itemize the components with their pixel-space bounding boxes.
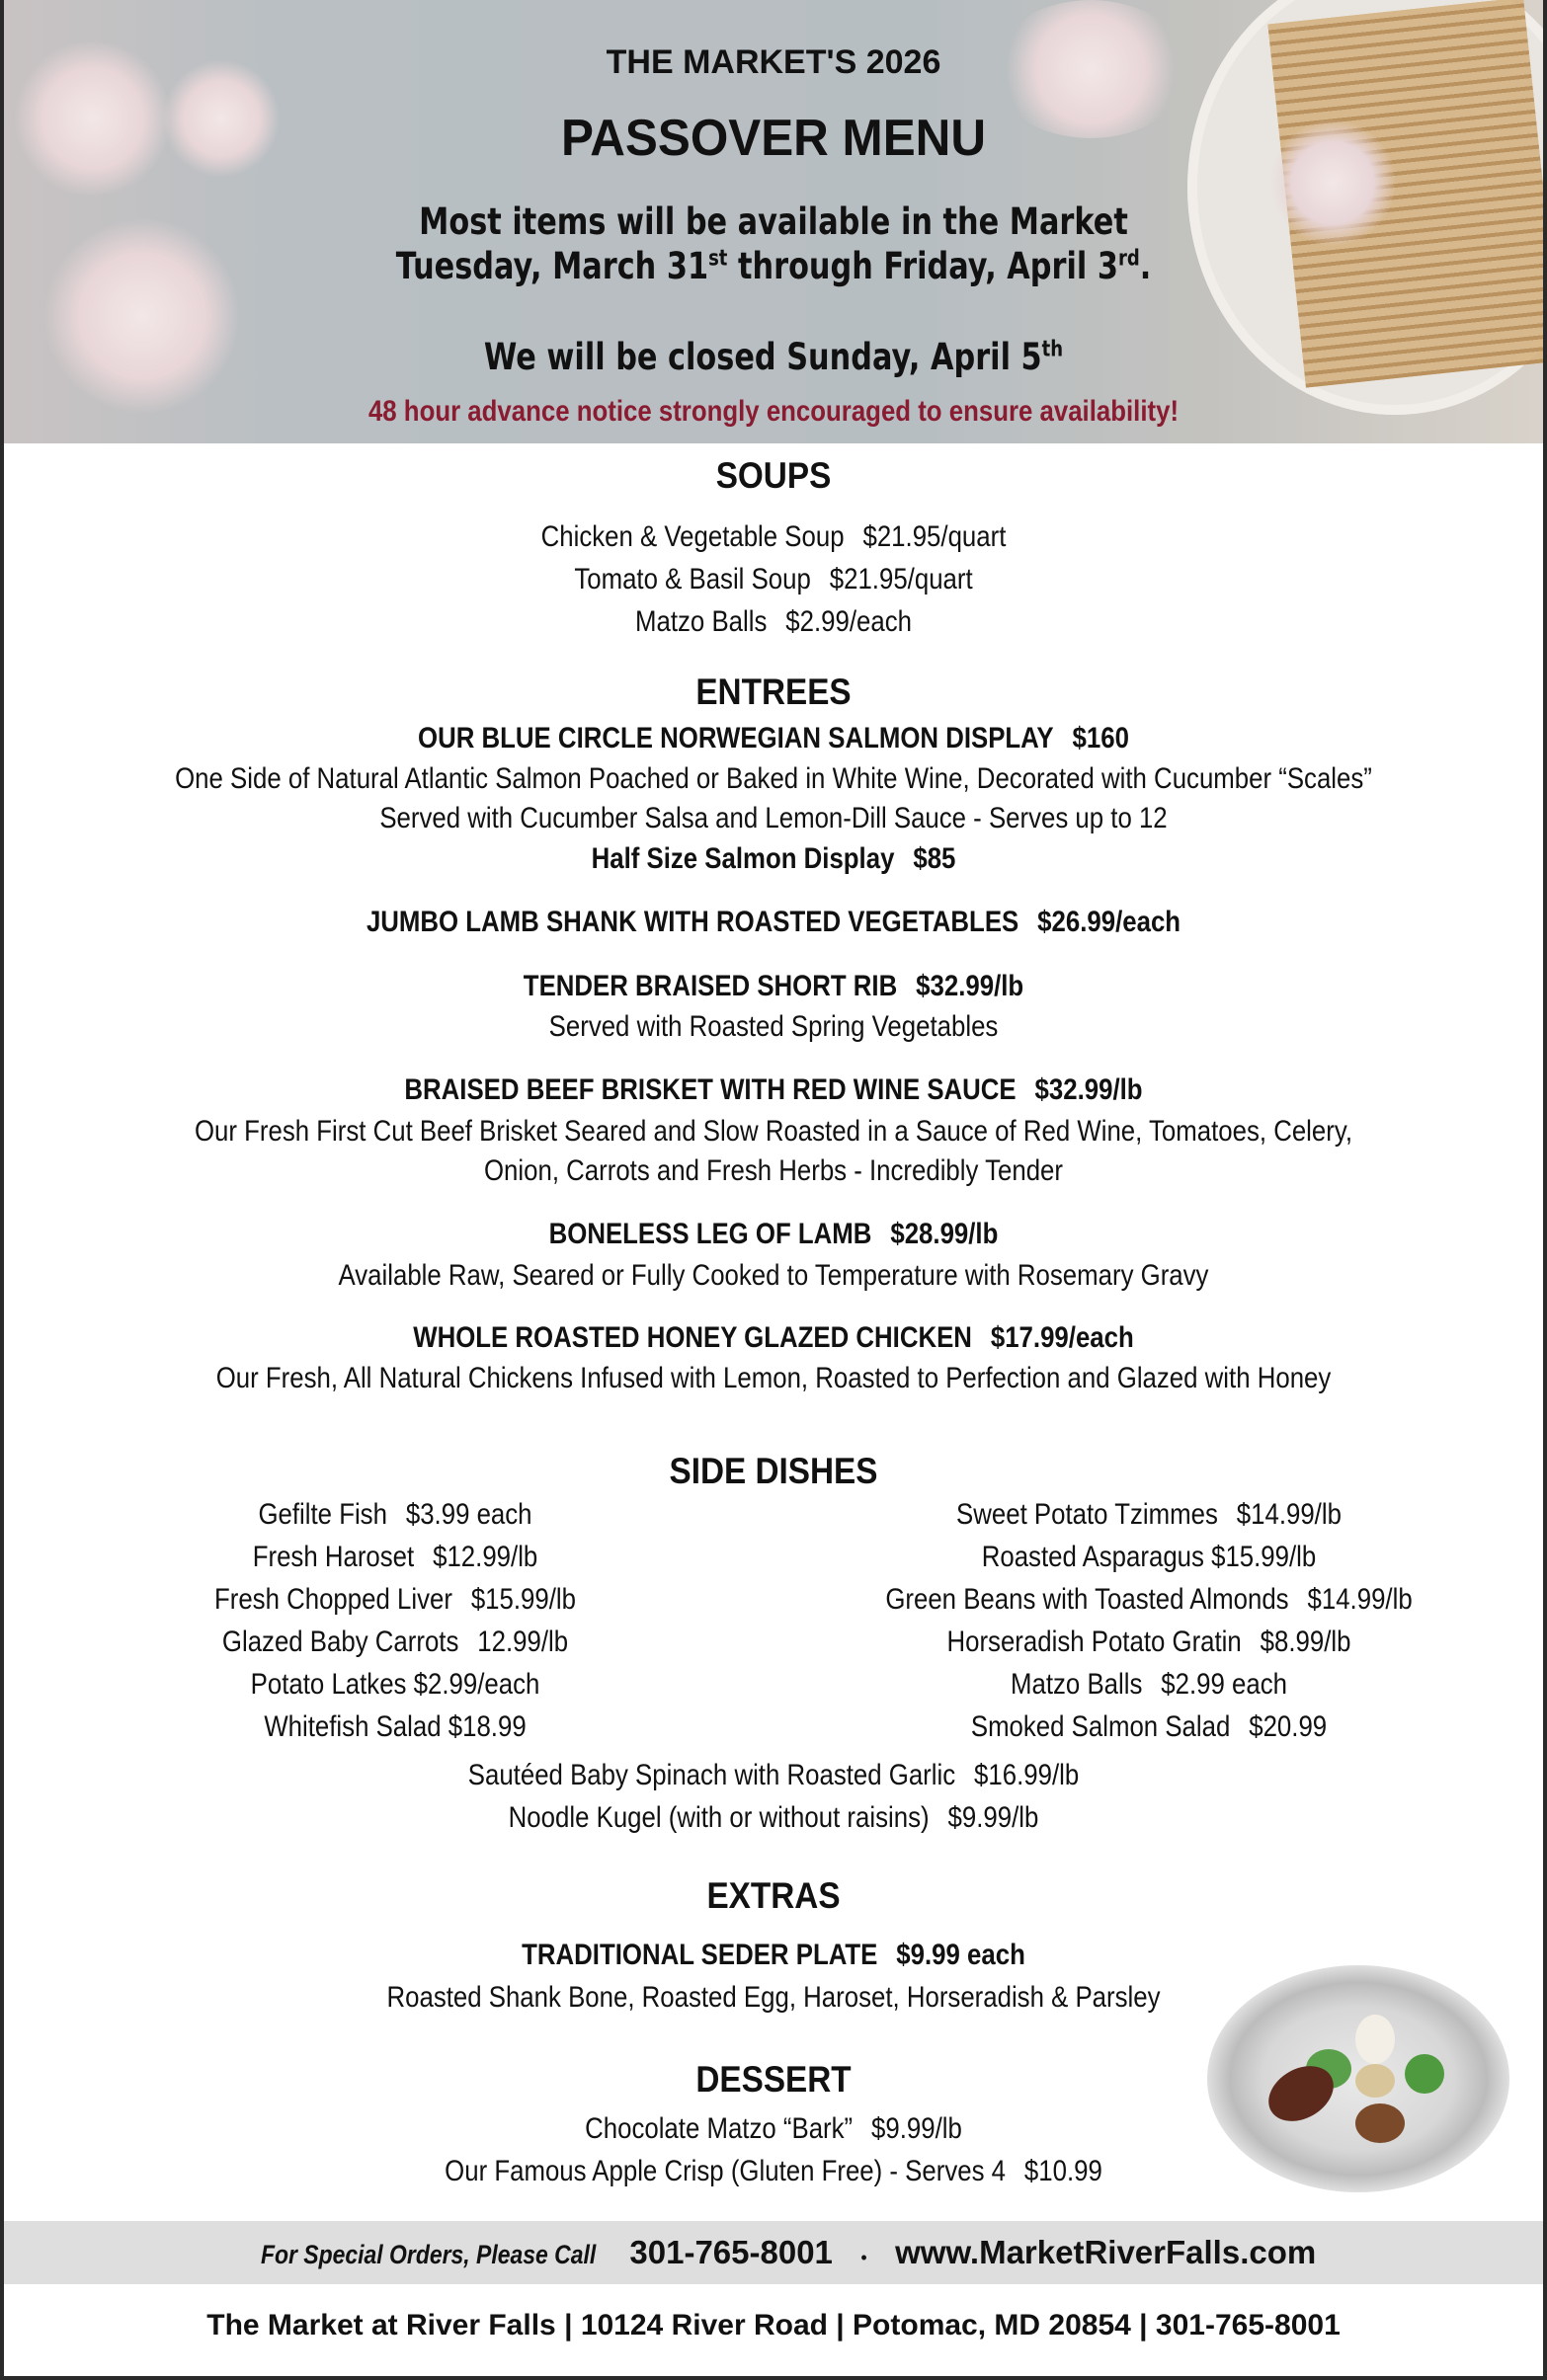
availability-line-2: Tuesday, March 31st through Friday, April 3rd. [395, 245, 1152, 287]
section-heading-soups: SOUPS [715, 455, 832, 496]
city-state-zip: Potomac, MD 20854 [853, 2309, 1131, 2341]
menu-item-description: Available Raw, Seared or Fully Cooked to Temperature with Rosemary Gravy [338, 1259, 1209, 1292]
seder-plate-image [1207, 1965, 1509, 2192]
phone-link[interactable]: 301-765-8001 [629, 2234, 833, 2270]
side-dish-item: Noodle Kugel (with or without raisins) $9.99/lb [508, 1801, 1039, 1834]
menu-item-title: JUMBO LAMB SHANK WITH ROASTED VEGETABLES $26.99/each [366, 906, 1181, 938]
menu-item: Our Famous Apple Crisp (Gluten Free) - Serves 4 $10.99 [445, 2155, 1102, 2187]
street-address: 10124 River Road [580, 2309, 828, 2341]
side-dish-item: Gefilte Fish $3.99 each [258, 1498, 532, 1531]
lettuce-icon [1405, 2054, 1444, 2094]
side-dish-item: Roasted Asparagus $15.99/lb [981, 1541, 1317, 1573]
divider: | [1139, 2309, 1148, 2341]
side-dish-item: Fresh Chopped Liver $15.99/lb [213, 1583, 577, 1616]
menu-item-title: Half Size Salmon Display $85 [591, 842, 956, 875]
menu-item-title: TRADITIONAL SEDER PLATE $9.99 each [522, 1939, 1025, 1971]
divider: | [836, 2309, 845, 2341]
closed-notice: We will be closed Sunday, April 5th [483, 336, 1064, 378]
menu-item: Chocolate Matzo “Bark” $9.99/lb [585, 2112, 962, 2145]
menu-item-title: TENDER BRAISED SHORT RIB $32.99/lb [523, 970, 1024, 1002]
menu-item-title: BRAISED BEEF BRISKET WITH RED WINE SAUCE $32.99/lb [404, 1073, 1143, 1106]
bullet-separator: • [860, 2248, 867, 2267]
side-dish-item: Sweet Potato Tzimmes $14.99/lb [956, 1498, 1342, 1531]
contact-line [0, 2234, 1547, 2271]
divider: | [564, 2309, 573, 2341]
page-title: PASSOVER MENU [560, 110, 987, 167]
section-heading-entrees: ENTREES [695, 672, 852, 712]
horseradish-icon [1355, 2064, 1395, 2098]
menu-subtitle: THE MARKET'S 2026 [606, 43, 941, 81]
advance-notice: 48 hour advance notice strongly encouraged to ensure availability! [367, 395, 1180, 428]
side-dish-item: Horseradish Potato Gratin $8.99/lb [946, 1626, 1351, 1658]
menu-item-description: Our Fresh, All Natural Chickens Infused with Lemon, Roasted to Perfection and Glazed with Honey [215, 1362, 1332, 1394]
menu-item-title: OUR BLUE CIRCLE NORWEGIAN SALMON DISPLAY $160 [418, 722, 1129, 754]
menu-item-description: Served with Cucumber Salsa and Lemon-Dill Sauce - Serves up to 12 [379, 802, 1168, 834]
side-dish-item: Smoked Salmon Salad $20.99 [970, 1710, 1328, 1743]
side-dish-item: Fresh Haroset $12.99/lb [252, 1541, 538, 1573]
side-dish-item: Matzo Balls $2.99 each [1011, 1668, 1287, 1701]
menu-item: Tomato & Basil Soup $21.95/quart [574, 563, 973, 595]
menu-item-description: Onion, Carrots and Fresh Herbs - Incredibly Tender [483, 1154, 1064, 1187]
side-dish-item: Sautéed Baby Spinach with Roasted Garlic $16.99/lb [467, 1759, 1080, 1791]
section-heading-side-dishes: SIDE DISHES [669, 1451, 878, 1491]
side-dish-item: Whitefish Salad $18.99 [264, 1710, 527, 1743]
menu-item-title: WHOLE ROASTED HONEY GLAZED CHICKEN $17.99/each [413, 1321, 1134, 1354]
menu-item-description: Served with Roasted Spring Vegetables [548, 1010, 999, 1043]
menu-item-description: Roasted Shank Bone, Roasted Egg, Haroset, Horseradish & Parsley [386, 1981, 1161, 2014]
special-orders-label: For Special Orders, Please Call [260, 2240, 596, 2269]
side-dish-item: Glazed Baby Carrots 12.99/lb [221, 1626, 569, 1658]
menu-item-description: Our Fresh First Cut Beef Brisket Seared and Slow Roasted in a Sauce of Red Wine, Tomatoes, Celery, [194, 1115, 1353, 1148]
section-heading-extras: EXTRAS [706, 1875, 841, 1916]
footer-address [0, 2309, 1547, 2342]
side-dish-item: Green Beans with Toasted Almonds $14.99/lb [885, 1583, 1413, 1616]
menu-item: Matzo Balls $2.99/each [635, 605, 912, 638]
haroset-icon [1355, 2103, 1405, 2143]
menu-item-description: One Side of Natural Atlantic Salmon Poached or Baked in White Wine, Decorated with Cucumber “Scales” [175, 762, 1372, 795]
section-heading-dessert: DESSERT [695, 2059, 852, 2100]
availability-line-1: Most items will be available in the Market [419, 200, 1128, 243]
menu-item: Chicken & Vegetable Soup $21.95/quart [540, 520, 1007, 553]
egg-icon [1355, 2015, 1395, 2064]
business-name: The Market at River Falls [206, 2309, 556, 2341]
website-link[interactable]: www.MarketRiverFalls.com [895, 2234, 1317, 2270]
menu-item-title: BONELESS LEG OF LAMB $28.99/lb [548, 1218, 999, 1250]
side-dish-item: Potato Latkes $2.99/each [250, 1668, 540, 1701]
footer-phone[interactable]: 301-765-8001 [1155, 2309, 1341, 2341]
